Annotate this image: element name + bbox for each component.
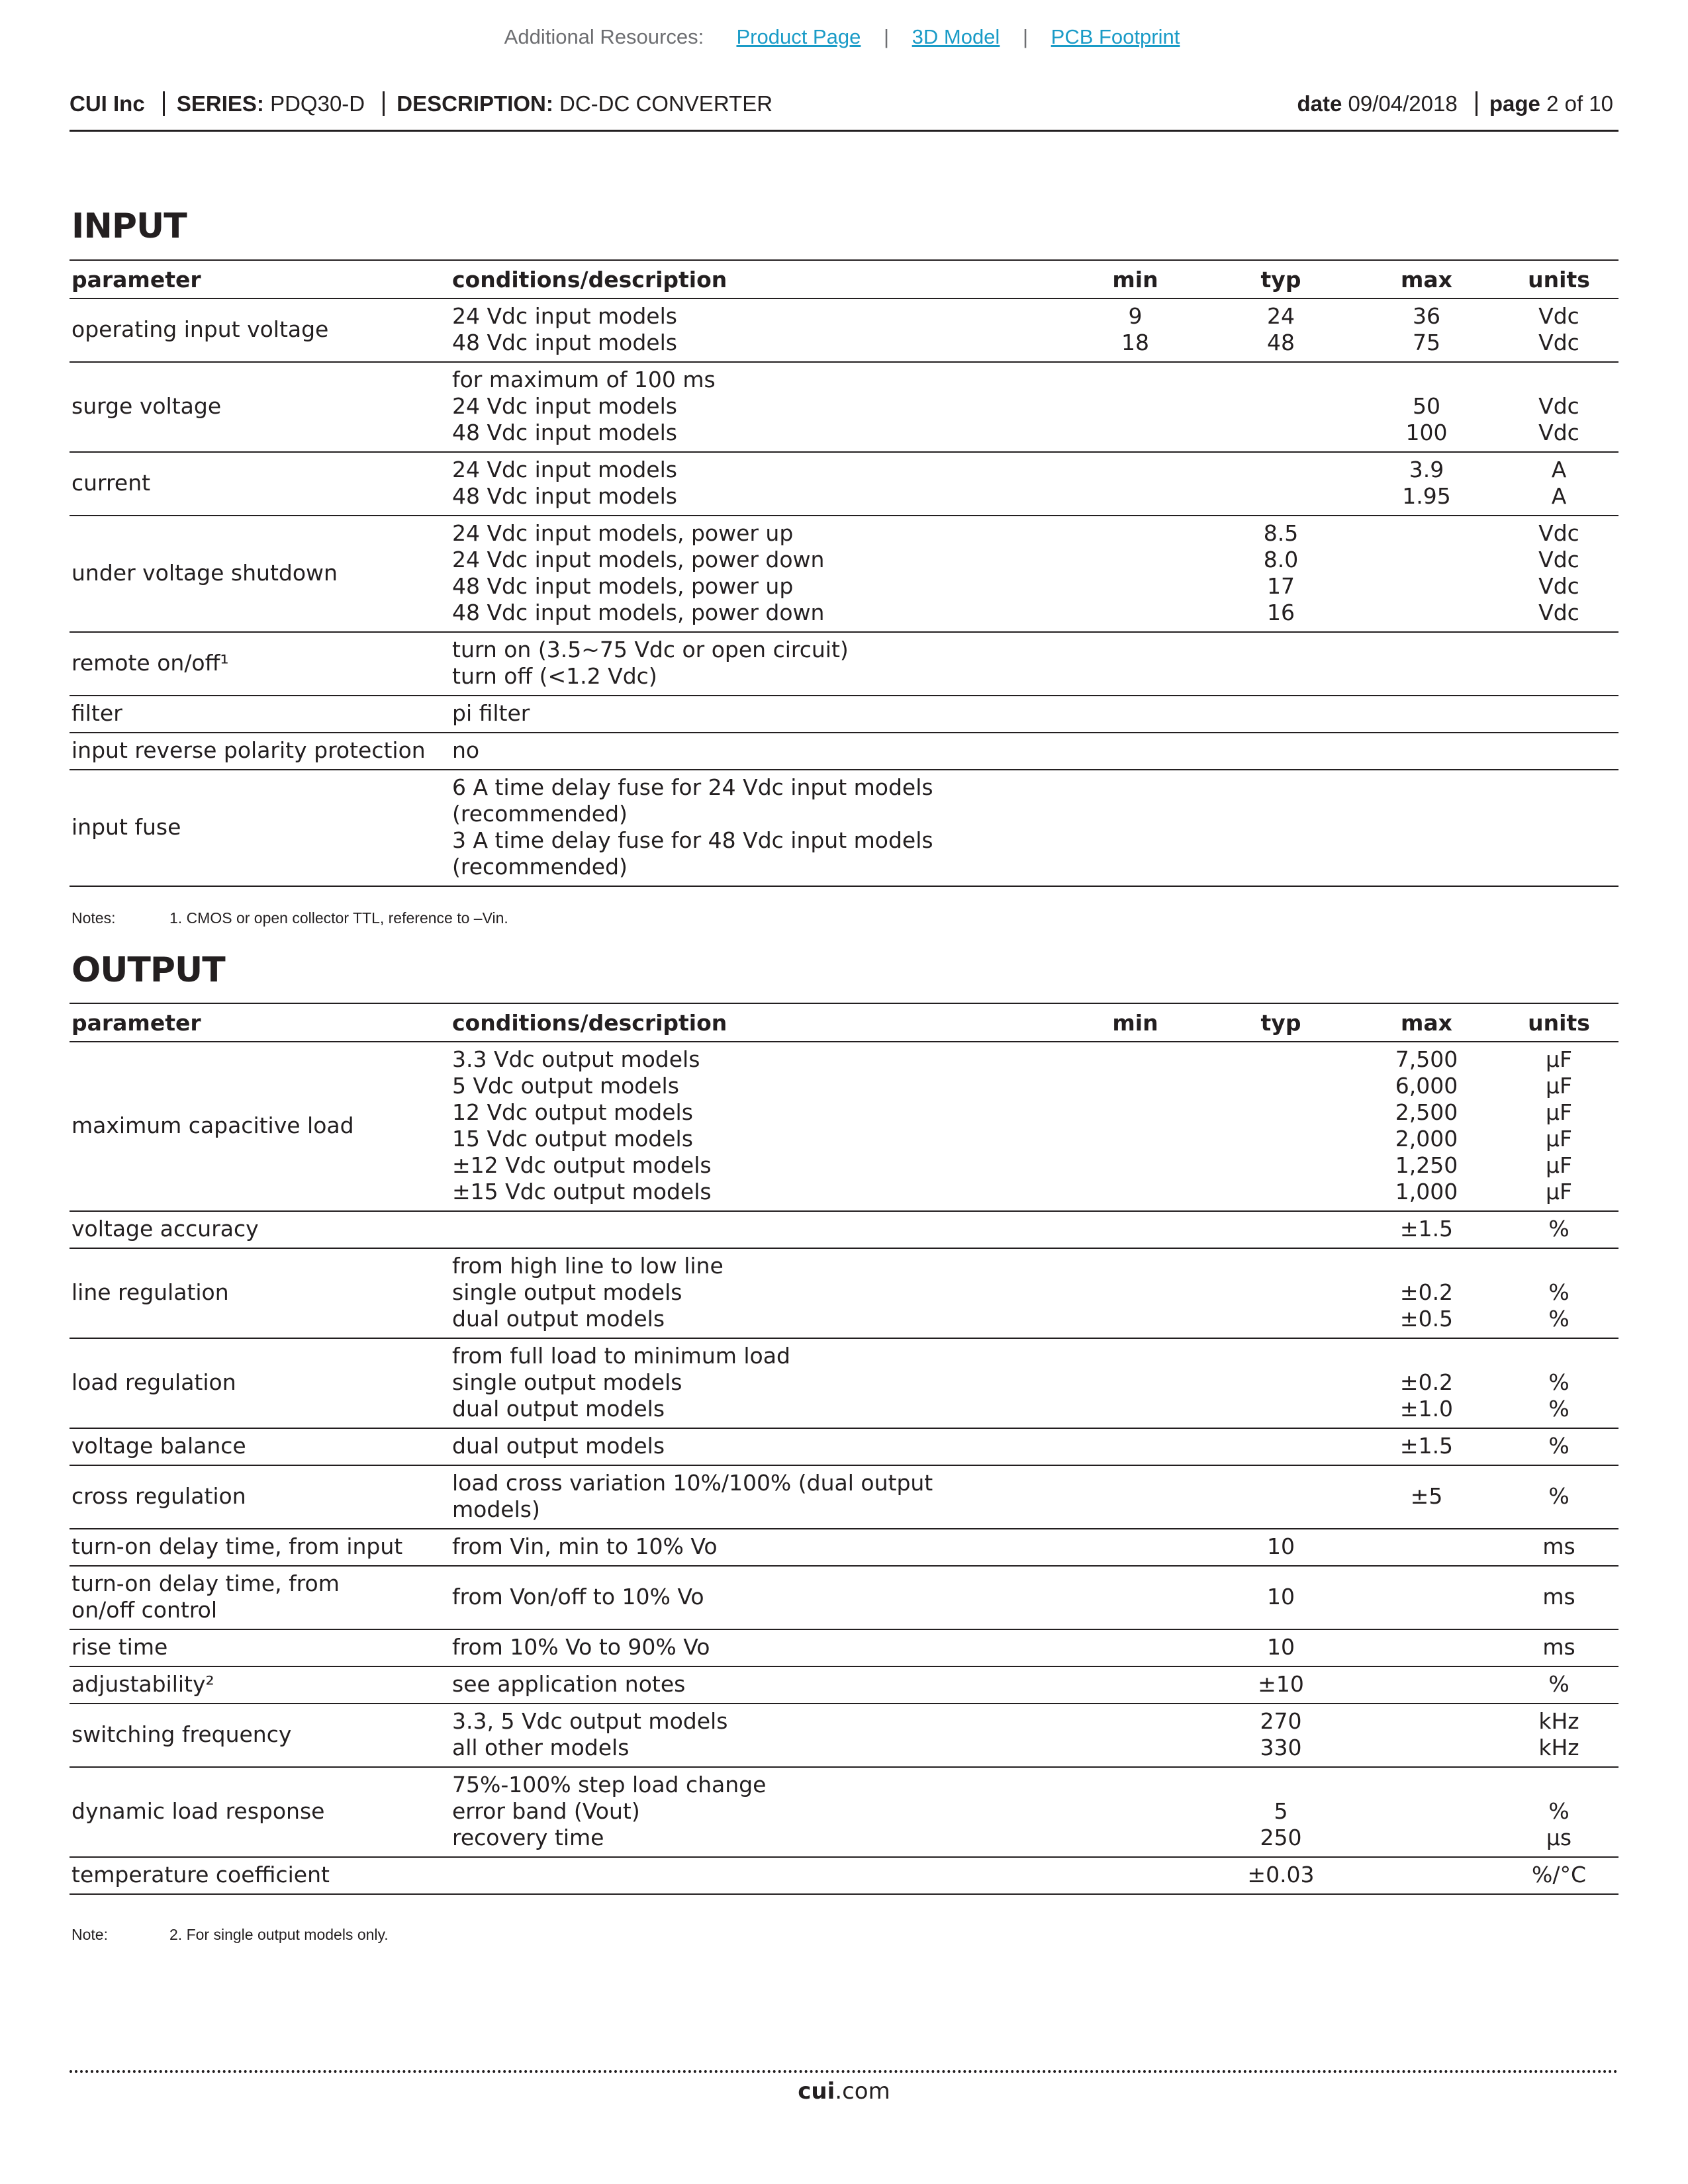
max-cell <box>1354 733 1499 770</box>
param-cell: dynamic load response <box>70 1767 450 1857</box>
max-cell <box>1354 516 1499 632</box>
units-cell: ms <box>1499 1566 1618 1629</box>
table-row <box>70 1042 1618 1211</box>
table-row <box>70 452 1618 516</box>
conditions-cell: dual output models <box>450 1428 1062 1465</box>
col-min: min <box>1062 260 1208 298</box>
resources-separator: | <box>883 25 890 48</box>
units-cell: Vdc Vdc <box>1499 298 1618 362</box>
max-cell: 50 100 <box>1354 362 1499 452</box>
footer-divider <box>70 2070 1618 2073</box>
typ-cell: 10 <box>1208 1529 1354 1566</box>
max-cell: ±0.2 ±0.5 <box>1354 1248 1499 1338</box>
conditions-cell: 24 Vdc input models, power up 24 Vdc input models, power down 48 Vdc input models, power up 48 Vdc input models, power down <box>450 516 1062 632</box>
param-cell: input fuse <box>70 770 450 886</box>
conditions-cell: load cross variation 10%/100% (dual output models) <box>450 1465 1062 1529</box>
min-cell <box>1062 1465 1208 1529</box>
table-row <box>70 1428 1618 1465</box>
conditions-cell: see application notes <box>450 1666 1062 1704</box>
param-cell: operating input voltage <box>70 298 450 362</box>
typ-cell: 270 330 <box>1208 1704 1354 1767</box>
series: SERIES: PDQ30-D <box>163 91 377 116</box>
table-row <box>70 1566 1618 1629</box>
col-typ: typ <box>1208 1003 1354 1042</box>
conditions-cell: pi filter <box>450 696 1062 733</box>
units-cell: % <box>1499 1211 1618 1248</box>
param-cell: remote on/off¹ <box>70 632 450 696</box>
table-row <box>70 516 1618 632</box>
units-cell: % % <box>1499 1338 1618 1428</box>
min-cell <box>1062 1566 1208 1629</box>
table-row <box>70 1338 1618 1428</box>
param-cell: cross regulation <box>70 1465 450 1529</box>
param-cell: line regulation <box>70 1248 450 1338</box>
conditions-cell <box>450 1857 1062 1894</box>
conditions-cell: no <box>450 733 1062 770</box>
table-row <box>70 1857 1618 1894</box>
max-cell: 7,500 6,000 2,500 2,000 1,250 1,000 <box>1354 1042 1499 1211</box>
conditions-cell <box>450 1211 1062 1248</box>
input-section-title: INPUT <box>71 206 187 246</box>
typ-cell <box>1208 696 1354 733</box>
conditions-cell: 24 Vdc input models 48 Vdc input models <box>450 452 1062 516</box>
max-cell <box>1354 1666 1499 1704</box>
param-cell: load regulation <box>70 1338 450 1428</box>
col-units: units <box>1499 1003 1618 1042</box>
max-cell: ±0.2 ±1.0 <box>1354 1338 1499 1428</box>
col-units: units <box>1499 260 1618 298</box>
typ-cell: ±10 <box>1208 1666 1354 1704</box>
max-cell <box>1354 632 1499 696</box>
min-cell <box>1062 1666 1208 1704</box>
units-cell: % μs <box>1499 1767 1618 1857</box>
min-cell <box>1062 1248 1208 1338</box>
table-row <box>70 1211 1618 1248</box>
conditions-cell: from Vin, min to 10% Vo <box>450 1529 1062 1566</box>
output-note <box>71 1926 389 1944</box>
col-parameter: parameter <box>70 1003 450 1042</box>
typ-cell: 10 <box>1208 1629 1354 1666</box>
param-cell: turn-on delay time, from on/off control <box>70 1566 450 1629</box>
output-section-title: OUTPUT <box>71 950 225 990</box>
header-left <box>70 91 784 116</box>
note-label: Notes: <box>71 909 116 927</box>
table-row <box>70 733 1618 770</box>
header-right <box>1297 91 1614 116</box>
conditions-cell: 75%-100% step load change error band (Vout) recovery time <box>450 1767 1062 1857</box>
conditions-cell: for maximum of 100 ms 24 Vdc input models 48 Vdc input models <box>450 362 1062 452</box>
max-cell <box>1354 1704 1499 1767</box>
output-table-body <box>70 1042 1618 1894</box>
min-cell <box>1062 362 1208 452</box>
units-cell: μF μF μF μF μF μF <box>1499 1042 1618 1211</box>
table-row <box>70 1248 1618 1338</box>
max-cell <box>1354 696 1499 733</box>
conditions-cell: turn on (3.5~75 Vdc or open circuit) turn off (<1.2 Vdc) <box>450 632 1062 696</box>
table-row <box>70 1465 1618 1529</box>
units-cell: % <box>1499 1465 1618 1529</box>
conditions-cell: 3.3, 5 Vdc output models all other models <box>450 1704 1062 1767</box>
typ-cell <box>1208 1248 1354 1338</box>
resources-separator: | <box>1022 25 1029 48</box>
typ-cell: 24 48 <box>1208 298 1354 362</box>
typ-cell <box>1208 632 1354 696</box>
min-cell <box>1062 1042 1208 1211</box>
min-cell <box>1062 632 1208 696</box>
conditions-cell: from 10% Vo to 90% Vo <box>450 1629 1062 1666</box>
min-cell <box>1062 1857 1208 1894</box>
note-label: Note: <box>71 1926 108 1943</box>
table-row <box>70 770 1618 886</box>
input-spec-table <box>70 259 1618 887</box>
table-row <box>70 1629 1618 1666</box>
col-max: max <box>1354 260 1499 298</box>
col-min: min <box>1062 1003 1208 1042</box>
max-cell <box>1354 1629 1499 1666</box>
min-cell <box>1062 770 1208 886</box>
max-cell: ±1.5 <box>1354 1211 1499 1248</box>
units-cell <box>1499 770 1618 886</box>
description-value: DC-DC CONVERTER <box>559 91 773 116</box>
units-cell <box>1499 733 1618 770</box>
conditions-cell: from full load to minimum load single output models dual output models <box>450 1338 1062 1428</box>
typ-cell <box>1208 452 1354 516</box>
typ-cell: 10 <box>1208 1566 1354 1629</box>
typ-cell: 5 250 <box>1208 1767 1354 1857</box>
typ-cell <box>1208 1338 1354 1428</box>
input-note <box>71 909 508 927</box>
conditions-cell: 24 Vdc input models 48 Vdc input models <box>450 298 1062 362</box>
conditions-cell: 3.3 Vdc output models 5 Vdc output models 12 Vdc output models 15 Vdc output models ±12 Vdc output models ±15 Vdc output models <box>450 1042 1062 1211</box>
typ-cell <box>1208 733 1354 770</box>
table-row <box>70 1704 1618 1767</box>
min-cell <box>1062 1529 1208 1566</box>
param-cell: input reverse polarity protection <box>70 733 450 770</box>
units-cell: Vdc Vdc Vdc Vdc <box>1499 516 1618 632</box>
param-cell: current <box>70 452 450 516</box>
input-table-body <box>70 298 1618 886</box>
min-cell: 9 18 <box>1062 298 1208 362</box>
pcb-footprint-link[interactable]: PCB Footprint <box>1051 25 1180 48</box>
max-cell: 36 75 <box>1354 298 1499 362</box>
units-cell: % <box>1499 1428 1618 1465</box>
min-cell <box>1062 1704 1208 1767</box>
max-cell <box>1354 770 1499 886</box>
units-cell: %/°C <box>1499 1857 1618 1894</box>
date-value: 09/04/2018 <box>1348 91 1458 116</box>
min-cell <box>1062 733 1208 770</box>
max-cell <box>1354 1857 1499 1894</box>
units-cell: % % <box>1499 1248 1618 1338</box>
param-cell: filter <box>70 696 450 733</box>
col-max: max <box>1354 1003 1499 1042</box>
datasheet-page <box>70 0 1618 2184</box>
max-cell: ±5 <box>1354 1465 1499 1529</box>
footer-website[interactable]: cui.com <box>798 2078 890 2105</box>
max-cell <box>1354 1566 1499 1629</box>
units-cell: ms <box>1499 1529 1618 1566</box>
product-page-link[interactable]: Product Page <box>736 25 861 48</box>
table-row <box>70 632 1618 696</box>
col-conditions: conditions/description <box>450 1003 1062 1042</box>
col-parameter: parameter <box>70 260 450 298</box>
param-cell: temperature coefficient <box>70 1857 450 1894</box>
conditions-cell: from high line to low line single output models dual output models <box>450 1248 1062 1338</box>
typ-cell <box>1208 1428 1354 1465</box>
units-cell <box>1499 632 1618 696</box>
page-number: page 2 of 10 <box>1476 91 1613 116</box>
output-spec-table <box>70 1003 1618 1895</box>
company-name: CUI Inc <box>70 91 145 116</box>
min-cell <box>1062 452 1208 516</box>
col-conditions: conditions/description <box>450 260 1062 298</box>
min-cell <box>1062 696 1208 733</box>
col-typ: typ <box>1208 260 1354 298</box>
units-cell: kHz kHz <box>1499 1704 1618 1767</box>
min-cell <box>1062 516 1208 632</box>
series-value: PDQ30-D <box>270 91 365 116</box>
param-cell: voltage accuracy <box>70 1211 450 1248</box>
min-cell <box>1062 1211 1208 1248</box>
units-cell: % <box>1499 1666 1618 1704</box>
max-cell <box>1354 1767 1499 1857</box>
conditions-cell: 6 A time delay fuse for 24 Vdc input models (recommended) 3 A time delay fuse for 48 Vdc input models (recommended) <box>450 770 1062 886</box>
param-cell: under voltage shutdown <box>70 516 450 632</box>
param-cell: surge voltage <box>70 362 450 452</box>
min-cell <box>1062 1767 1208 1857</box>
typ-cell: 8.5 8.0 17 16 <box>1208 516 1354 632</box>
param-cell: rise time <box>70 1629 450 1666</box>
table-row <box>70 362 1618 452</box>
max-cell <box>1354 1529 1499 1566</box>
typ-cell: ±0.03 <box>1208 1857 1354 1894</box>
units-cell <box>1499 696 1618 733</box>
param-cell: maximum capacitive load <box>70 1042 450 1211</box>
min-cell <box>1062 1338 1208 1428</box>
max-cell: 3.9 1.95 <box>1354 452 1499 516</box>
param-cell: adjustability² <box>70 1666 450 1704</box>
table-row <box>70 298 1618 362</box>
page-number-value: 2 of 10 <box>1546 91 1613 116</box>
table-header-row <box>70 260 1618 298</box>
description: DESCRIPTION: DC-DC CONVERTER <box>383 91 784 116</box>
units-cell: A A <box>1499 452 1618 516</box>
table-header-row <box>70 1003 1618 1042</box>
table-row <box>70 1529 1618 1566</box>
param-cell: turn-on delay time, from input <box>70 1529 450 1566</box>
table-row <box>70 696 1618 733</box>
note-text: 2. For single output models only. <box>169 1926 389 1943</box>
table-row <box>70 1666 1618 1704</box>
page-header <box>70 87 1618 132</box>
max-cell: ±1.5 <box>1354 1428 1499 1465</box>
param-cell: switching frequency <box>70 1704 450 1767</box>
note-text: 1. CMOS or open collector TTL, reference to –Vin. <box>169 909 508 927</box>
table-row <box>70 1767 1618 1857</box>
typ-cell <box>1208 1042 1354 1211</box>
additional-resources <box>70 25 1618 49</box>
resources-label: Additional Resources: <box>504 25 704 48</box>
units-cell: Vdc Vdc <box>1499 362 1618 452</box>
3d-model-link[interactable]: 3D Model <box>912 25 1000 48</box>
min-cell <box>1062 1428 1208 1465</box>
min-cell <box>1062 1629 1208 1666</box>
param-cell: voltage balance <box>70 1428 450 1465</box>
typ-cell <box>1208 362 1354 452</box>
conditions-cell: from Von/off to 10% Vo <box>450 1566 1062 1629</box>
date: date 09/04/2018 <box>1297 91 1458 116</box>
typ-cell <box>1208 770 1354 886</box>
units-cell: ms <box>1499 1629 1618 1666</box>
typ-cell <box>1208 1465 1354 1529</box>
typ-cell <box>1208 1211 1354 1248</box>
